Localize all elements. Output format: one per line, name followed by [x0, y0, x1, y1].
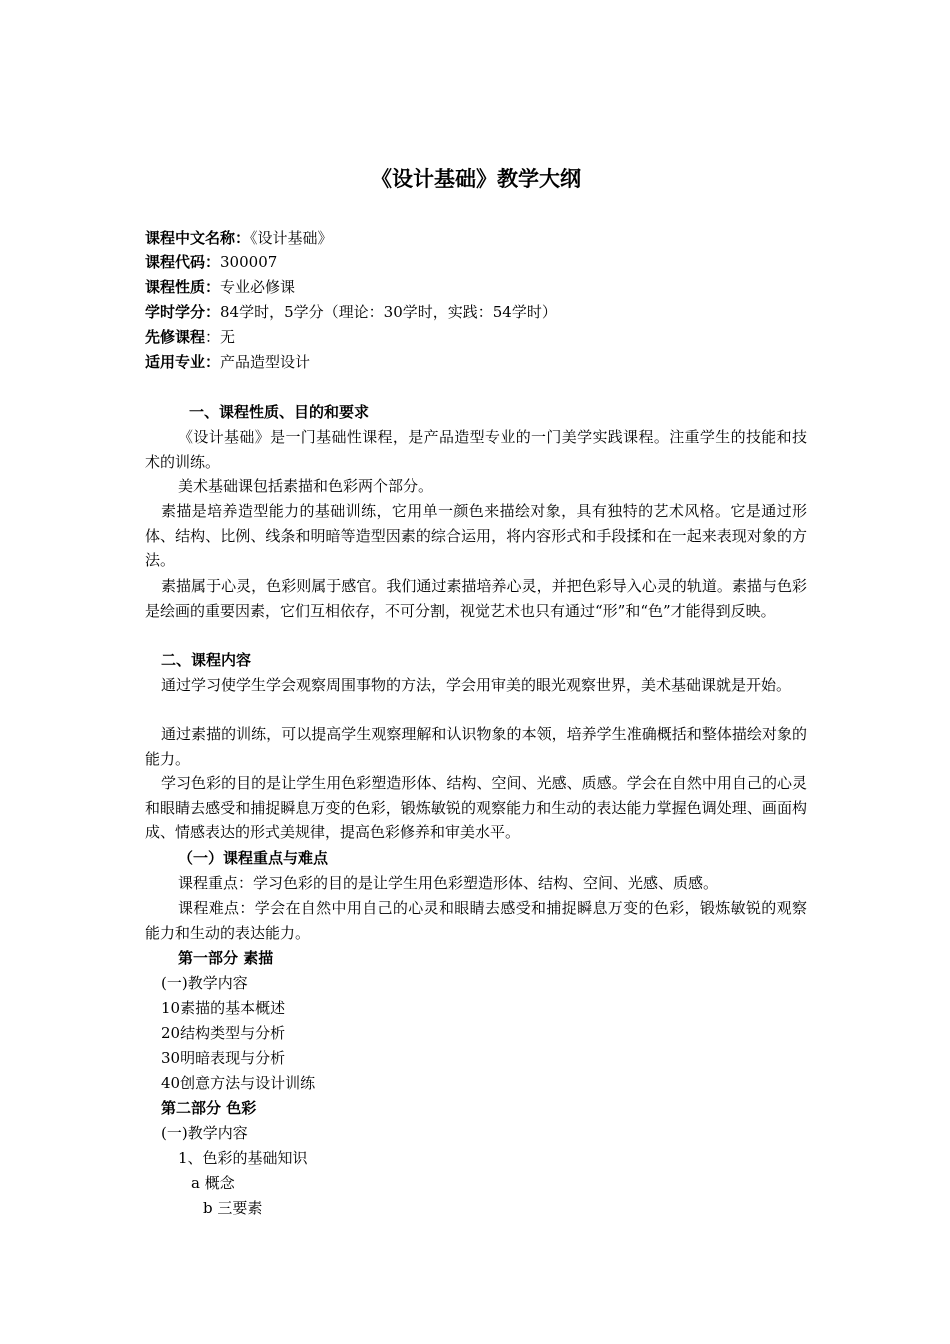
course-code-row [145, 250, 277, 274]
prereq-label: 先修课程 [145, 328, 206, 346]
part1-item: 30明暗表现与分析 [161, 1049, 286, 1067]
course-name-label: 课程中文名称： [145, 229, 251, 247]
prereq-row [145, 325, 235, 349]
part1-content-label: (一)教学内容 [161, 974, 248, 992]
course-code-value: 300007 [220, 253, 278, 271]
section1-heading: 一、课程性质、目的和要求 [189, 403, 370, 421]
course-hours-value: 84学时，5学分（理论：30学时，实践：54学时） [220, 303, 557, 321]
part2-item: 1、色彩的基础知识 [178, 1149, 308, 1167]
part1-heading: 第一部分 素描 [178, 949, 274, 967]
section2-paragraph-1: 通过学习使学生学会观察周围事物的方法，学会用审美的眼光观察世界，美术基础课就是开始。 [161, 676, 792, 694]
part2-subitem: b 三要素 [203, 1199, 263, 1217]
difficulty-paragraph: 课程难点：学会在自然中用自己的心灵和眼睛去感受和捕捉瞬息万变的色彩，锻炼敏锐的观察能力和生动的表达能力。 [145, 899, 807, 942]
key-point-paragraph: 课程重点：学习色彩的目的是让学生用色彩塑造形体、结构、空间、光感、质感。 [178, 874, 719, 892]
course-nature-value: 专业必修课 [220, 278, 296, 296]
part2-heading: 第二部分 色彩 [161, 1099, 257, 1117]
course-name-row [145, 226, 333, 250]
course-hours-row [145, 300, 557, 324]
course-nature-label: 课程性质： [145, 278, 221, 296]
part1-item: 20结构类型与分析 [161, 1024, 286, 1042]
section2-paragraph-3: 学习色彩的目的是让学生用色彩塑造形体、结构、空间、光感、质感。学会在自然中用自己的心灵和眼睛去感受和捕捉瞬息万变的色彩，锻炼敏锐的观察能力和生动的表达能力掌握色调处理、画面构成、情感表达的形式美规律，提高色彩修养和审美水平。 [145, 774, 807, 841]
part2-subitem: a 概念 [191, 1174, 235, 1192]
major-row [145, 350, 310, 374]
part1-item: 10素描的基本概述 [161, 999, 286, 1017]
major-label: 适用专业： [145, 353, 221, 371]
course-code-label: 课程代码： [145, 253, 221, 271]
course-name-value: 《设计基础》 [250, 229, 333, 247]
section1-paragraph-4: 素描属于心灵，色彩则属于感官。我们通过素描培养心灵，并把色彩导入心灵的轨道。素描与色彩是绘画的重要因素，它们互相依存，不可分割，视觉艺术也只有通过“形”和“色”才能得到反映。 [145, 577, 807, 620]
key-difficulty-heading: （一）课程重点与难点 [178, 849, 329, 867]
section2-paragraph-2: 通过素描的训练，可以提高学生观察理解和认识物象的本领，培养学生准确概括和整体描绘对象的能力。 [145, 725, 807, 768]
section1-paragraph-3: 素描是培养造型能力的基础训练，它用单一颜色来描绘对象，具有独特的艺术风格。它是通过形体、结构、比例、线条和明暗等造型因素的综合运用，将内容形式和手段揉和在一起来表现对象的方法。 [145, 502, 807, 569]
prereq-value: ：无 [205, 328, 236, 346]
section1-paragraph-2: 美术基础课包括素描和色彩两个部分。 [178, 477, 434, 495]
course-hours-label: 学时学分： [145, 303, 221, 321]
major-value: 产品造型设计 [220, 353, 311, 371]
section2-heading: 二、课程内容 [161, 651, 252, 669]
section1-paragraph-1: 《设计基础》是一门基础性课程，是产品造型专业的一门美学实践课程。注重学生的技能和技术的训练。 [145, 428, 807, 471]
document-title: 《设计基础》教学大纲 [371, 167, 581, 191]
course-nature-row [145, 275, 295, 299]
part2-content-label: (一)教学内容 [161, 1124, 248, 1142]
part1-item: 40创意方法与设计训练 [161, 1074, 316, 1092]
